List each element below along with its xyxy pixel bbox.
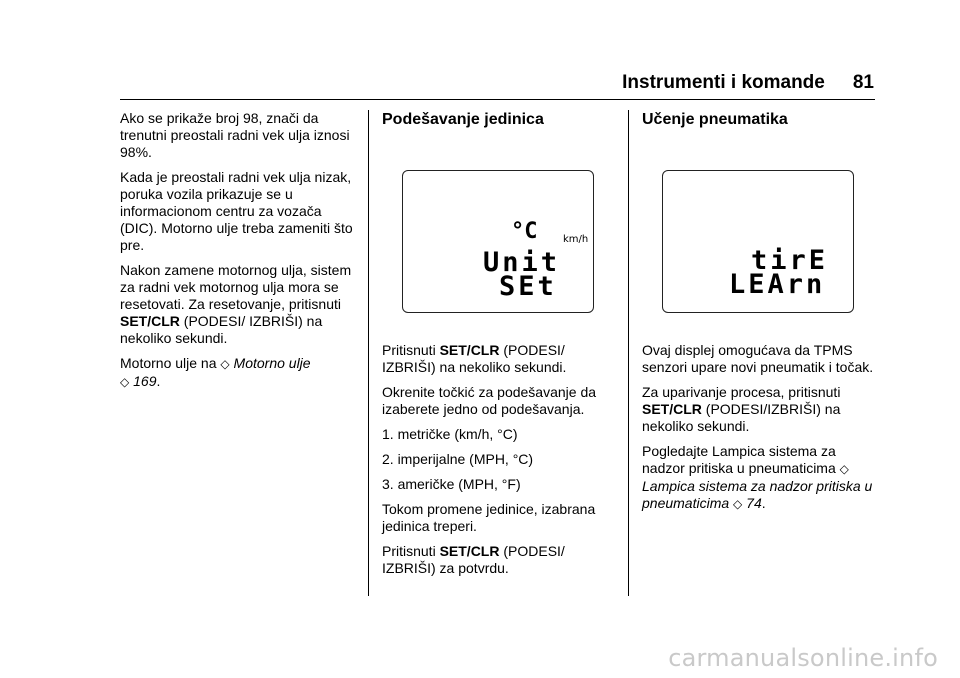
lcd-display-tire-learn	[662, 170, 854, 313]
list-item: 1. metričke (km/h, °C)	[382, 426, 518, 442]
section-body	[382, 342, 610, 585]
text: (PODESI/ IZBRIŠI) na nekoliko sekundi.	[120, 313, 323, 346]
reference-page[interactable]: 74	[746, 495, 762, 511]
set-clr-label: SET/CLR	[439, 543, 500, 559]
list-item: 3. američke (MPH, °F)	[382, 476, 521, 492]
paragraph	[642, 443, 874, 513]
lcd-line-1: tirE	[751, 245, 829, 276]
column-divider-1	[368, 110, 369, 596]
column-oil-life	[120, 110, 358, 399]
page-header	[622, 72, 874, 98]
lcd-line-2: SEt	[499, 271, 557, 302]
header-rule	[120, 99, 875, 100]
reference-page[interactable]: 169	[133, 373, 157, 389]
text: Pritisnuti	[382, 543, 440, 559]
lcd-display-graphic	[403, 171, 593, 312]
section-heading: Učenje pneumatika	[642, 111, 788, 128]
page-title: Instrumenti i komande	[622, 72, 825, 93]
list-item: 2. imperijalne (MPH, °C)	[382, 451, 534, 467]
text: .	[156, 373, 161, 389]
paragraph: Tokom promene jedinice, izabrana jedinica treperi.	[382, 501, 596, 534]
lcd-display-graphic	[663, 171, 853, 312]
paragraph: Kada je preostali radni vek ulja nizak, poruka vozila prikazuje se u informacionom centru za vozača (DIC). Motorno ulje treba zameniti što pre.	[120, 169, 353, 253]
paragraph: Okrenite točkić za podešavanje da izaberete jedno od podešavanja.	[382, 384, 597, 417]
reference-link[interactable]: Motorno ulje	[233, 355, 311, 371]
text: Motorno ulje na	[120, 355, 221, 371]
lcd-display-unit-set	[402, 170, 594, 313]
lcd-line-1: Unit	[483, 247, 561, 278]
text: Za uparivanje procesa, pritisnuti	[642, 384, 841, 400]
paragraph: Ovaj displej omogućava da TPMS senzori upare novi pneumatik i točak.	[642, 342, 874, 375]
paragraph	[120, 355, 358, 391]
reference-link[interactable]: Lampica sistema za nadzor pritiska u pneumaticima	[642, 478, 873, 511]
section-heading: Podešavanje jedinica	[382, 111, 544, 128]
text: (PODESI/IZBRIŠI) na nekoliko sekundi.	[642, 401, 841, 434]
set-clr-label: SET/CLR	[120, 313, 180, 329]
reference-arrow-icon: ◇	[839, 462, 849, 476]
page-number: 81	[852, 72, 874, 93]
text: (PODESI/ IZBRIŠI) za potvrdu.	[382, 543, 565, 576]
paragraph	[642, 384, 874, 435]
lcd-degree-unit: °C	[511, 219, 538, 244]
paragraph	[382, 543, 610, 577]
reference-arrow-icon: ◇	[733, 497, 743, 511]
paragraph	[382, 342, 610, 376]
lcd-line-2: LEArn	[729, 269, 826, 300]
section-body	[642, 342, 874, 521]
column-divider-2	[628, 110, 629, 596]
reference-arrow-icon: ◇	[220, 357, 230, 371]
text: Pogledajte Lampica sistema za nadzor pritiska u pneumaticima	[642, 443, 840, 476]
set-clr-label: SET/CLR	[642, 401, 702, 417]
paragraph: Ako se prikaže broj 98, znači da trenutni preostali radni vek ulja iznosi 98%.	[120, 110, 350, 160]
text: .	[761, 495, 766, 511]
text: Nakon zamene motornog ulja, sistem za radni vek motornog ulja mora se resetovati. Za resetovanje, pritisnuti	[120, 262, 352, 312]
set-clr-label: SET/CLR	[439, 342, 500, 358]
lcd-speed-unit: km/h	[563, 234, 589, 245]
text: Pritisnuti	[382, 342, 440, 358]
watermark: carmanualsonline.info	[668, 644, 938, 672]
text: (PODESI/ IZBRIŠI) na nekoliko sekundi.	[382, 342, 567, 375]
reference-arrow-icon: ◇	[120, 375, 130, 389]
paragraph	[120, 262, 358, 347]
